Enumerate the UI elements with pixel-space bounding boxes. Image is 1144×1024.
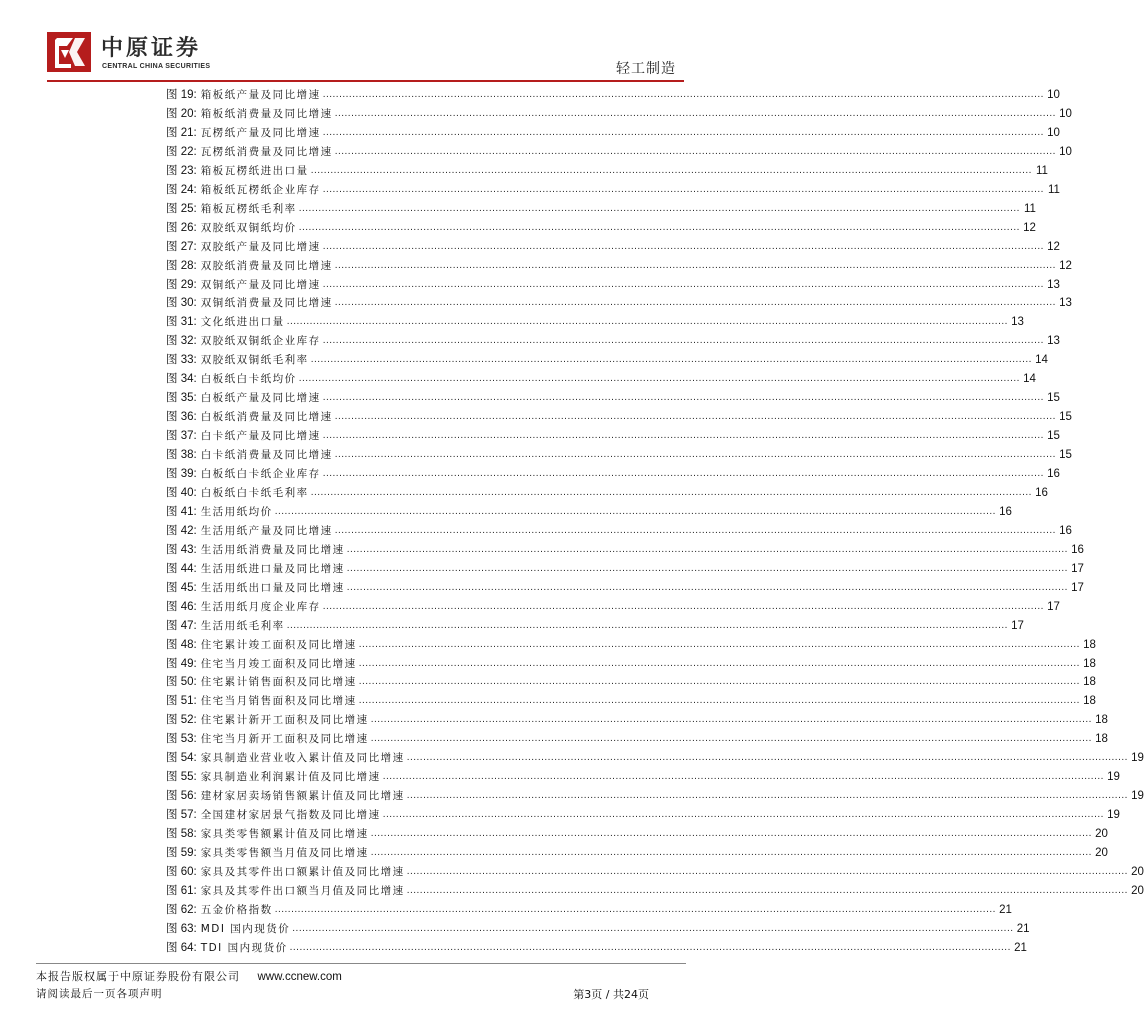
toc-figure-title: 家具类零售额当月值及同比增速: [200, 847, 369, 859]
toc-figure-number: 图 25:: [166, 202, 197, 215]
toc-dot-leader: ............................................................................................................................................................................................................................: [370, 847, 1092, 858]
toc-figure-title: 生活用纸毛利率: [200, 619, 285, 632]
toc-page-number: 18: [1083, 638, 1096, 651]
toc-figure-title: 白卡纸产量及同比增速: [200, 430, 321, 443]
toc-figure-title: 家具制造业营业收入累计值及同比增速: [200, 752, 405, 765]
toc-figure-title: 生活用纸消费量及同比增速: [200, 543, 345, 556]
toc-entry[interactable]: [166, 653, 1096, 671]
toc-figure-title: 全国建材家居景气指数及同比增速: [200, 809, 381, 822]
toc-page-number: 19: [1131, 752, 1144, 765]
toc-figure-title: 住宅累计新开工面积及同比增速: [200, 714, 369, 727]
toc-page-number: 18: [1095, 714, 1108, 727]
toc-page-number: 11: [1047, 183, 1060, 196]
toc-dot-leader: ............................................................................................................................................................................................................................: [334, 411, 1056, 423]
toc-page-number: 16: [1071, 543, 1084, 556]
toc-figure-title: 双胶纸双铜纸毛利率: [200, 354, 309, 367]
toc-entry[interactable]: [166, 937, 1027, 955]
toc-figure-number: 图 29:: [166, 278, 197, 291]
toc-dot-leader: ............................................................................................................................................................................................................................: [334, 259, 1056, 271]
toc-figure-number: 图 36:: [166, 411, 197, 424]
toc-dot-leader: ............................................................................................................................................................................................................................: [334, 524, 1056, 536]
toc-page-number: 21: [1016, 922, 1030, 935]
toc-entry[interactable]: [166, 728, 1108, 746]
toc-figure-title: 双胶纸消费量及同比增速: [200, 259, 333, 272]
toc-figure-number: 图 47:: [166, 619, 197, 632]
toc-dot-leader: ............................................................................................................................................................................................................................: [286, 316, 1008, 328]
toc-page-number: 21: [1014, 941, 1027, 954]
toc-entry[interactable]: [166, 709, 1108, 727]
toc-dot-leader: ............................................................................................................................................................................................................................: [382, 771, 1104, 783]
toc-page-number: 11: [1035, 164, 1048, 177]
toc-dot-leader: ............................................................................................................................................................................................................................: [370, 733, 1092, 745]
toc-dot-leader: ............................................................................................................................................................................................................................: [346, 562, 1068, 574]
toc-figure-title: 生活用纸月度企业库存: [200, 600, 321, 613]
toc-entry[interactable]: [166, 349, 1048, 367]
toc-figure-number: 图 26:: [166, 221, 197, 234]
toc-entry[interactable]: [166, 425, 1060, 443]
toc-page-number: 17: [1011, 619, 1024, 632]
toc-entry[interactable]: [166, 520, 1072, 538]
toc-entry[interactable]: [166, 558, 1084, 576]
toc-page-number: 15: [1059, 411, 1072, 424]
toc-entry[interactable]: [166, 577, 1084, 595]
toc-dot-leader: ............................................................................................................................................................................................................................: [322, 430, 1044, 442]
toc-figure-number: 图 39:: [166, 468, 197, 480]
toc-dot-leader: ............................................................................................................................................................................................................................: [298, 221, 1020, 233]
toc-entry[interactable]: [166, 671, 1096, 689]
toc-page-number: 15: [1059, 449, 1072, 462]
toc-figure-number: 图 44:: [166, 562, 197, 575]
toc-dot-leader: ............................................................................................................................................................................................................................: [358, 676, 1080, 688]
toc-dot-leader: ............................................................................................................................................................................................................................: [310, 486, 1032, 498]
header-divider: [47, 80, 684, 82]
toc-dot-leader: ............................................................................................................................................................................................................................: [334, 145, 1056, 157]
toc-figure-title: 家具类零售额累计值及同比增速: [200, 828, 369, 841]
toc-page-number: 10: [1047, 89, 1060, 101]
toc-page-number: 17: [1071, 562, 1084, 575]
toc-page-number: 18: [1083, 695, 1096, 708]
industry-label: 轻工制造: [616, 61, 676, 77]
toc-entry[interactable]: [166, 368, 1036, 386]
toc-entry[interactable]: [166, 217, 1036, 235]
toc-page-number: 13: [1011, 316, 1024, 329]
toc-dot-leader: ............................................................................................................................................................................................................................: [406, 752, 1128, 764]
footer-page-number: 第3页 / 共24页: [573, 988, 649, 1001]
toc-figure-number: 图 38:: [166, 449, 197, 462]
toc-page-number: 15: [1047, 392, 1060, 405]
toc-figure-title: MDI 国内现货价: [200, 922, 291, 935]
toc-page-number: 12: [1023, 221, 1036, 234]
toc-dot-leader: ............................................................................................................................................................................................................................: [274, 505, 996, 517]
toc-figure-title: 箱板瓦楞纸毛利率: [200, 202, 297, 215]
toc-entry[interactable]: [166, 482, 1048, 500]
footer-website-link[interactable]: www.ccnew.com: [257, 971, 342, 983]
toc-figure-title: 箱板瓦楞纸进出口量: [200, 164, 309, 177]
toc-figure-number: 图 28:: [166, 259, 197, 272]
toc-figure-title: 白板纸白卡纸毛利率: [200, 486, 309, 499]
toc-figure-number: 图 57:: [166, 809, 197, 822]
toc-figure-title: 生活用纸出口量及同比增速: [200, 581, 345, 594]
toc-figure-title: 白板纸产量及同比增速: [200, 392, 321, 405]
toc-figure-number: 图 46:: [166, 600, 197, 613]
toc-page-number: 16: [999, 505, 1012, 518]
footer-copyright: 本报告版权属于中原证券股份有限公司: [36, 970, 240, 983]
toc-page-number: 18: [1095, 733, 1108, 746]
toc-dot-leader: ............................................................................................................................................................................................................................: [346, 543, 1068, 555]
toc-figure-title: 双铜纸产量及同比增速: [200, 278, 321, 291]
toc-figure-title: 白板纸白卡纸均价: [200, 373, 297, 386]
toc-figure-title: 家具及其零件出口额当月值及同比增速: [200, 884, 405, 897]
toc-dot-leader: ............................................................................................................................................................................................................................: [370, 714, 1092, 726]
toc-dot-leader: ............................................................................................................................................................................................................................: [298, 373, 1020, 385]
toc-page-number: 21: [999, 903, 1012, 916]
toc-entry[interactable]: [166, 406, 1072, 424]
toc-figure-number: 图 23:: [166, 164, 197, 177]
logo-english-name: CENTRAL CHINA SECURITIES: [102, 63, 211, 70]
toc-dot-leader: ............................................................................................................................................................................................................................: [322, 126, 1044, 138]
toc-entry[interactable]: [166, 198, 1036, 216]
toc-page-number: 17: [1071, 581, 1084, 594]
toc-figure-number: 图 24:: [166, 183, 197, 196]
toc-figure-title: 白卡纸消费量及同比增速: [200, 449, 333, 462]
toc-figure-number: 图 56:: [166, 790, 197, 803]
toc-dot-leader: ............................................................................................................................................................................................................................: [322, 278, 1044, 290]
toc-page-number: 13: [1047, 278, 1060, 291]
toc-figure-title: 住宅当月销售面积及同比增速: [200, 695, 357, 708]
toc-entry[interactable]: [166, 292, 1072, 310]
toc-page-number: 16: [1035, 486, 1048, 499]
toc-dot-leader: ............................................................................................................................................................................................................................: [406, 865, 1128, 877]
toc-page-number: 16: [1059, 524, 1072, 537]
toc-entry[interactable]: [166, 785, 1144, 803]
toc-dot-leader: ............................................................................................................................................................................................................................: [334, 449, 1056, 461]
toc-page-number: 20: [1131, 865, 1144, 878]
toc-entry[interactable]: [166, 501, 1012, 519]
toc-figure-title: 家具及其零件出口额累计值及同比增速: [200, 865, 405, 878]
toc-entry[interactable]: [166, 387, 1060, 405]
toc-figure-title: 住宅累计竣工面积及同比增速: [200, 638, 357, 651]
toc-entry[interactable]: [166, 804, 1120, 822]
toc-page-number: 19: [1107, 809, 1120, 822]
toc-figure-title: 生活用纸产量及同比增速: [200, 524, 333, 537]
toc-dot-leader: ............................................................................................................................................................................................................................: [289, 941, 1011, 953]
toc-entry[interactable]: [166, 539, 1084, 557]
toc-figure-title: 生活用纸均价: [200, 505, 273, 518]
toc-page-number: 17: [1047, 600, 1060, 613]
toc-page-number: 19: [1131, 790, 1144, 803]
toc-entry[interactable]: [166, 615, 1024, 633]
toc-figure-title: 白板纸消费量及同比增速: [200, 411, 333, 424]
toc-figure-title: 生活用纸进口量及同比增速: [200, 562, 345, 575]
toc-dot-leader: ............................................................................................................................................................................................................................: [298, 202, 1020, 214]
toc-dot-leader: ............................................................................................................................................................................................................................: [322, 89, 1044, 100]
toc-dot-leader: ............................................................................................................................................................................................................................: [406, 790, 1128, 802]
toc-figure-title: 住宅累计销售面积及同比增速: [200, 676, 357, 689]
toc-entry[interactable]: [166, 103, 1072, 121]
toc-dot-leader: ............................................................................................................................................................................................................................: [382, 809, 1104, 821]
toc-figure-title: 住宅当月新开工面积及同比增速: [200, 733, 369, 746]
toc-dot-leader: ............................................................................................................................................................................................................................: [346, 581, 1068, 593]
toc-figure-title: 双胶纸产量及同比增速: [200, 240, 321, 253]
toc-page-number: 19: [1107, 771, 1120, 784]
toc-page-number: 18: [1083, 676, 1096, 689]
toc-dot-leader: ............................................................................................................................................................................................................................: [358, 657, 1080, 669]
page-header: [0, 0, 724, 82]
toc-figure-number: 图 49:: [166, 657, 197, 670]
toc-entry[interactable]: [166, 823, 1108, 841]
toc-figure-number: 图 55:: [166, 771, 197, 784]
toc-figure-number: 图 22:: [166, 145, 197, 158]
toc-figure-title: 文化纸进出口量: [200, 316, 285, 329]
toc-page-number: 16: [1047, 468, 1060, 480]
toc-figure-title: 双胶纸双铜纸企业库存: [200, 335, 321, 348]
toc-dot-leader: ............................................................................................................................................................................................................................: [286, 619, 1008, 631]
toc-entry[interactable]: [166, 842, 1108, 860]
toc-entry[interactable]: [166, 747, 1144, 765]
toc-entry[interactable]: [166, 463, 1060, 481]
toc-figure-number: 图 42:: [166, 524, 197, 537]
toc-entry[interactable]: [166, 141, 1072, 159]
toc-page-number: 20: [1095, 847, 1108, 859]
toc-entry[interactable]: [166, 122, 1060, 140]
toc-figure-title: 箱板纸产量及同比增速: [200, 89, 321, 101]
toc-figure-number: 图 40:: [166, 486, 197, 499]
toc-figure-number: 图 64:: [166, 941, 197, 954]
toc-figure-number: 图 37:: [166, 430, 197, 443]
toc-figure-number: 图 63:: [166, 922, 197, 935]
toc-entry[interactable]: [166, 690, 1096, 708]
toc-page-number: 14: [1035, 354, 1048, 367]
toc-page-number: 15: [1047, 430, 1060, 443]
toc-entry[interactable]: [166, 274, 1060, 292]
toc-figure-number: 图 60:: [166, 865, 197, 878]
toc-entry[interactable]: [166, 444, 1072, 462]
toc-entry[interactable]: [166, 311, 1024, 329]
toc-page-number: 20: [1131, 884, 1144, 897]
toc-entry[interactable]: [166, 160, 1048, 178]
toc-figure-number: 图 59:: [166, 847, 197, 859]
toc-figure-number: 图 33:: [166, 354, 197, 367]
toc-dot-leader: ............................................................................................................................................................................................................................: [292, 922, 1014, 934]
toc-dot-leader: ............................................................................................................................................................................................................................: [274, 903, 996, 915]
toc-figure-number: 图 48:: [166, 638, 197, 651]
toc-page-number: 10: [1059, 145, 1072, 158]
toc-page-number: 13: [1059, 297, 1072, 310]
toc-dot-leader: ............................................................................................................................................................................................................................: [334, 297, 1056, 309]
toc-page-number: 14: [1023, 373, 1036, 386]
toc-page-number: 12: [1059, 259, 1072, 272]
toc-figure-number: 图 50:: [166, 676, 197, 689]
toc-figure-title: 家具制造业利润累计值及同比增速: [200, 771, 381, 784]
toc-figure-number: 图 31:: [166, 316, 197, 329]
footer-disclaimer: 请阅读最后一页各项声明: [36, 988, 163, 1000]
toc-figure-number: 图 19:: [166, 89, 197, 101]
toc-entry[interactable]: [166, 634, 1096, 652]
toc-figure-title: 瓦楞纸消费量及同比增速: [200, 145, 333, 158]
toc-figure-number: 图 58:: [166, 828, 197, 841]
toc-entry[interactable]: [166, 84, 1060, 102]
toc-figure-number: 图 52:: [166, 714, 197, 727]
toc-figure-title: 白板纸白卡纸企业库存: [200, 468, 321, 480]
toc-entry[interactable]: [166, 899, 1012, 917]
toc-dot-leader: ............................................................................................................................................................................................................................: [334, 107, 1056, 119]
toc-page-number: 12: [1047, 240, 1060, 253]
toc-figure-number: 图 61:: [166, 884, 197, 897]
toc-dot-leader: ............................................................................................................................................................................................................................: [310, 354, 1032, 366]
toc-page-number: 10: [1059, 107, 1072, 120]
footer-divider: [36, 963, 686, 964]
toc-dot-leader: ............................................................................................................................................................................................................................: [358, 638, 1080, 650]
toc-figure-title: 双铜纸消费量及同比增速: [200, 297, 333, 310]
toc-figure-number: 图 45:: [166, 581, 197, 594]
toc-figure-number: 图 27:: [166, 240, 197, 253]
toc-figure-number: 图 53:: [166, 733, 197, 746]
toc-figure-title: 双胶纸双铜纸均价: [200, 221, 297, 234]
toc-entry[interactable]: [166, 255, 1072, 273]
toc-dot-leader: ............................................................................................................................................................................................................................: [370, 828, 1092, 840]
toc-figure-number: 图 35:: [166, 392, 197, 405]
toc-entry[interactable]: [166, 179, 1060, 197]
toc-page-number: 10: [1047, 126, 1060, 139]
toc-dot-leader: ............................................................................................................................................................................................................................: [322, 468, 1044, 479]
logo-chinese-name: 中原证券: [101, 35, 202, 61]
toc-entry[interactable]: [166, 330, 1060, 348]
toc-figure-number: 图 41:: [166, 505, 197, 518]
toc-figure-number: 图 20:: [166, 107, 197, 120]
toc-figure-number: 图 32:: [166, 335, 197, 348]
toc-figure-number: 图 21:: [166, 126, 197, 139]
toc-figure-title: TDI 国内现货价: [200, 941, 288, 954]
toc-dot-leader: ............................................................................................................................................................................................................................: [406, 884, 1128, 896]
toc-entry[interactable]: [166, 880, 1144, 898]
footer-copyright-line: [36, 968, 342, 984]
toc-figure-title: 住宅当月竣工面积及同比增速: [200, 657, 357, 670]
toc-dot-leader: ............................................................................................................................................................................................................................: [322, 392, 1044, 404]
toc-entry[interactable]: [166, 596, 1060, 614]
toc-dot-leader: ............................................................................................................................................................................................................................: [322, 183, 1044, 195]
toc-figure-number: 图 30:: [166, 297, 197, 310]
toc-dot-leader: ............................................................................................................................................................................................................................: [322, 240, 1044, 252]
toc-dot-leader: ............................................................................................................................................................................................................................: [322, 335, 1044, 347]
toc-figure-number: 图 51:: [166, 695, 197, 708]
toc-figure-title: 建材家居卖场销售额累计值及同比增速: [200, 790, 405, 803]
toc-figure-number: 图 62:: [166, 903, 197, 916]
toc-page-number: 20: [1095, 828, 1108, 841]
toc-entry[interactable]: [166, 918, 1030, 936]
toc-figure-title: 瓦楞纸产量及同比增速: [200, 126, 321, 139]
toc-page-number: 13: [1047, 335, 1060, 348]
toc-dot-leader: ............................................................................................................................................................................................................................: [310, 164, 1032, 176]
toc-figure-title: 五金价格指数: [200, 903, 273, 916]
toc-figure-number: 图 43:: [166, 543, 197, 556]
central-china-securities-logo-icon: [47, 32, 91, 72]
toc-figure-title: 箱板纸瓦楞纸企业库存: [200, 183, 321, 196]
toc-figure-number: 图 54:: [166, 752, 197, 765]
toc-figure-title: 箱板纸消费量及同比增速: [200, 107, 333, 120]
toc-page-number: 18: [1083, 657, 1096, 670]
toc-entry[interactable]: [166, 861, 1144, 879]
toc-dot-leader: ............................................................................................................................................................................................................................: [322, 600, 1044, 612]
toc-dot-leader: ............................................................................................................................................................................................................................: [358, 695, 1080, 707]
toc-page-number: 11: [1023, 202, 1036, 215]
toc-entry[interactable]: [166, 766, 1120, 784]
toc-figure-number: 图 34:: [166, 373, 197, 386]
toc-entry[interactable]: [166, 236, 1060, 254]
